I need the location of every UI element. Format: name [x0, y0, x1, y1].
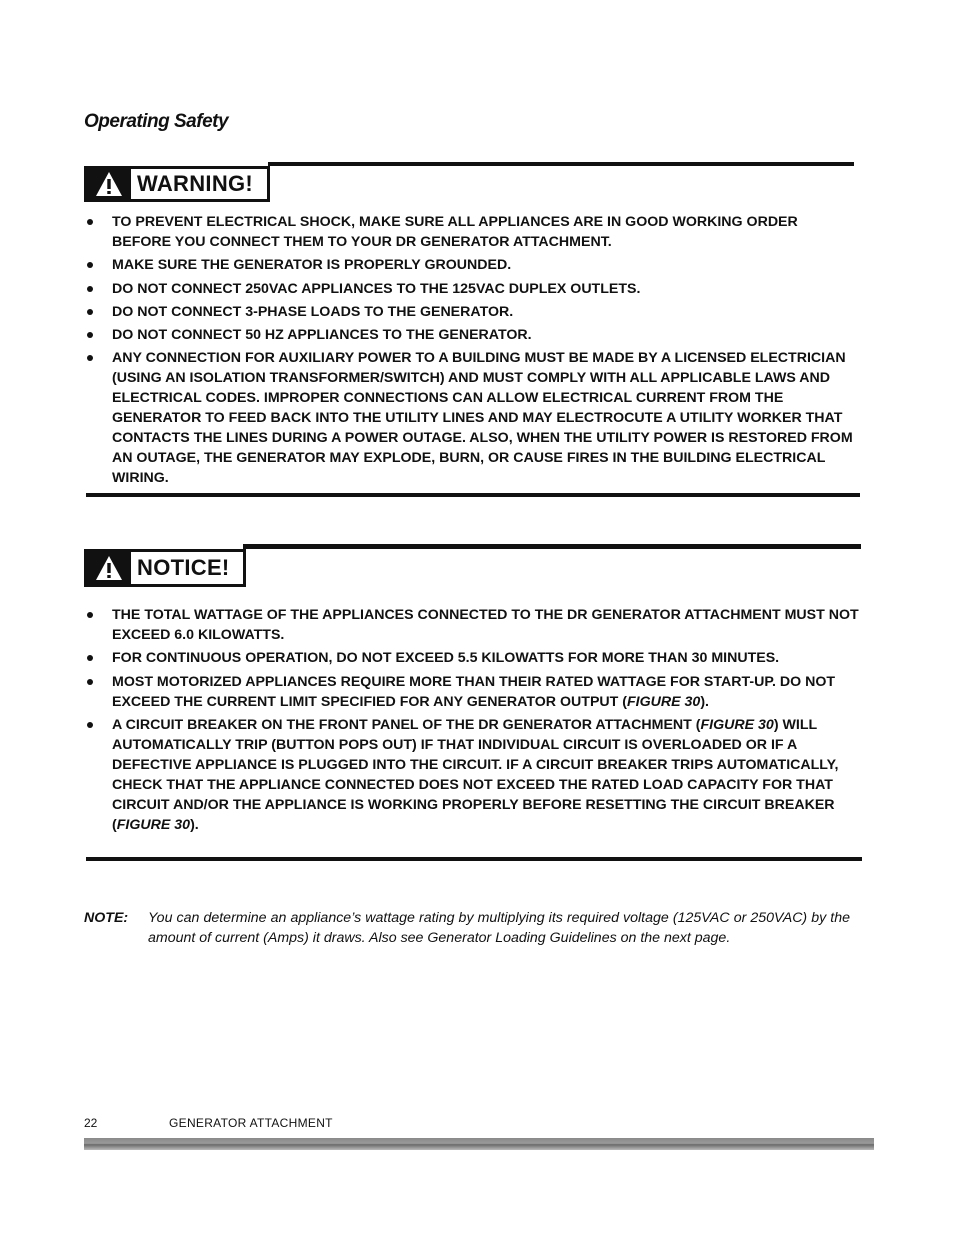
warning-label: WARNING! [131, 171, 267, 197]
notice-label: NOTICE! [131, 555, 243, 581]
notice-item-text: A CIRCUIT BREAKER ON THE FRONT PANEL OF THE DR GENERATOR ATTACHMENT ( [112, 716, 701, 733]
page-number: 22 [84, 1116, 98, 1130]
warning-triangle-icon [87, 169, 131, 199]
footer-bar [84, 1138, 874, 1150]
notice-item: THE TOTAL WATTAGE OF THE APPLIANCES CONNECTED TO THE DR GENERATOR ATTACHMENT MUST NOT EXCEED 6.0 KILOWATTS. [84, 605, 860, 645]
warning-bottom-rule [86, 493, 860, 497]
warning-item: DO NOT CONNECT 250VAC APPLIANCES TO THE 125VAC DUPLEX OUTLETS. [84, 279, 860, 299]
notice-triangle-icon [87, 552, 131, 584]
notice-item-text: MOST MOTORIZED APPLIANCES REQUIRE MORE THAN THEIR RATED WATTAGE FOR START-UP. DO NOT EXCEED THE CURRENT LIMIT SPECIFIED FOR ANY GENERATOR OUTPUT ( [112, 673, 836, 710]
figure-reference: FIGURE 30 [626, 693, 701, 710]
warning-list [84, 212, 860, 492]
notice-callout [84, 549, 246, 587]
notice-bottom-rule [86, 857, 862, 861]
notice-top-rule [243, 544, 861, 549]
section-title: Operating Safety [84, 111, 229, 132]
warning-item: DO NOT CONNECT 50 HZ APPLIANCES TO THE GENERATOR. [84, 325, 860, 345]
notice-item: FOR CONTINUOUS OPERATION, DO NOT EXCEED 5.5 KILOWATTS FOR MORE THAN 30 MINUTES. [84, 648, 860, 668]
notice-list [84, 605, 860, 838]
warning-item: DO NOT CONNECT 3-PHASE LOADS TO THE GENERATOR. [84, 302, 860, 322]
note [84, 908, 850, 948]
note-text: You can determine an appliance’s wattage rating by multiplying its required voltage (125VAC or 250VAC) by the amount of current (Amps) it draws. Also see Generator Loading Guidelines on the next page. [148, 910, 850, 946]
notice-item [84, 672, 860, 712]
notice-item [84, 715, 860, 835]
warning-item: MAKE SURE THE GENERATOR IS PROPERLY GROUNDED. [84, 255, 860, 275]
figure-reference: FIGURE 30 [116, 816, 191, 833]
notice-item-text: ) WILL AUTOMATICALLY TRIP (BUTTON POPS OUT) IF THAT INDIVIDUAL CIRCUIT IS OVERLOADED OR IF A DEFECTIVE APPLIANCE IS PLUGGED INTO THE CIRCUIT. IF A CIRCUIT BREAKER TRIPS AUTOMATICALLY, CHECK THAT THE APPLIANCE CONNECTED DOES NOT EXCEED THE RATED LOAD CAPACITY FOR THAT CIRCUIT AND/OR THE APPLIANCE IS WORKING PROPERLY BEFORE RESETTING THE CIRCUIT BREAKER ( [112, 716, 839, 833]
warning-callout [84, 166, 270, 202]
figure-reference: FIGURE 30 [700, 716, 774, 733]
warning-top-rule [268, 162, 854, 166]
footer-title: GENERATOR ATTACHMENT [169, 1116, 333, 1130]
notice-item-text: ). [190, 816, 199, 833]
notice-item-text: ). [700, 693, 709, 710]
note-label: NOTE: [84, 910, 129, 926]
warning-item: TO PREVENT ELECTRICAL SHOCK, MAKE SURE ALL APPLIANCES ARE IN GOOD WORKING ORDER BEFORE YOU CONNECT THEM TO YOUR DR GENERATOR ATTACHMENT. [84, 212, 860, 252]
warning-item: ANY CONNECTION FOR AUXILIARY POWER TO A BUILDING MUST BE MADE BY A LICENSED ELECTRICIAN (USING AN ISOLATION TRANSFORMER/SWITCH) AND MUST COMPLY WITH ALL APPLICABLE LAWS AND ELECTRICAL CODES. IMPROPER CONNECTIONS CAN ALLOW ELECTRICAL CURRENT FROM THE GENERATOR TO FEED BACK INTO THE UTILITY LINES AND MAY ELECTROCUTE A UTILITY WORKER THAT CONTACTS THE LINES DURING A POWER OUTAGE. ALSO, WHEN THE UTILITY POWER IS RESTORED FROM AN OUTAGE, THE GENERATOR MAY EXPLODE, BURN, OR CAUSE FIRES IN THE BUILDING ELECTRICAL WIRING. [84, 348, 860, 488]
